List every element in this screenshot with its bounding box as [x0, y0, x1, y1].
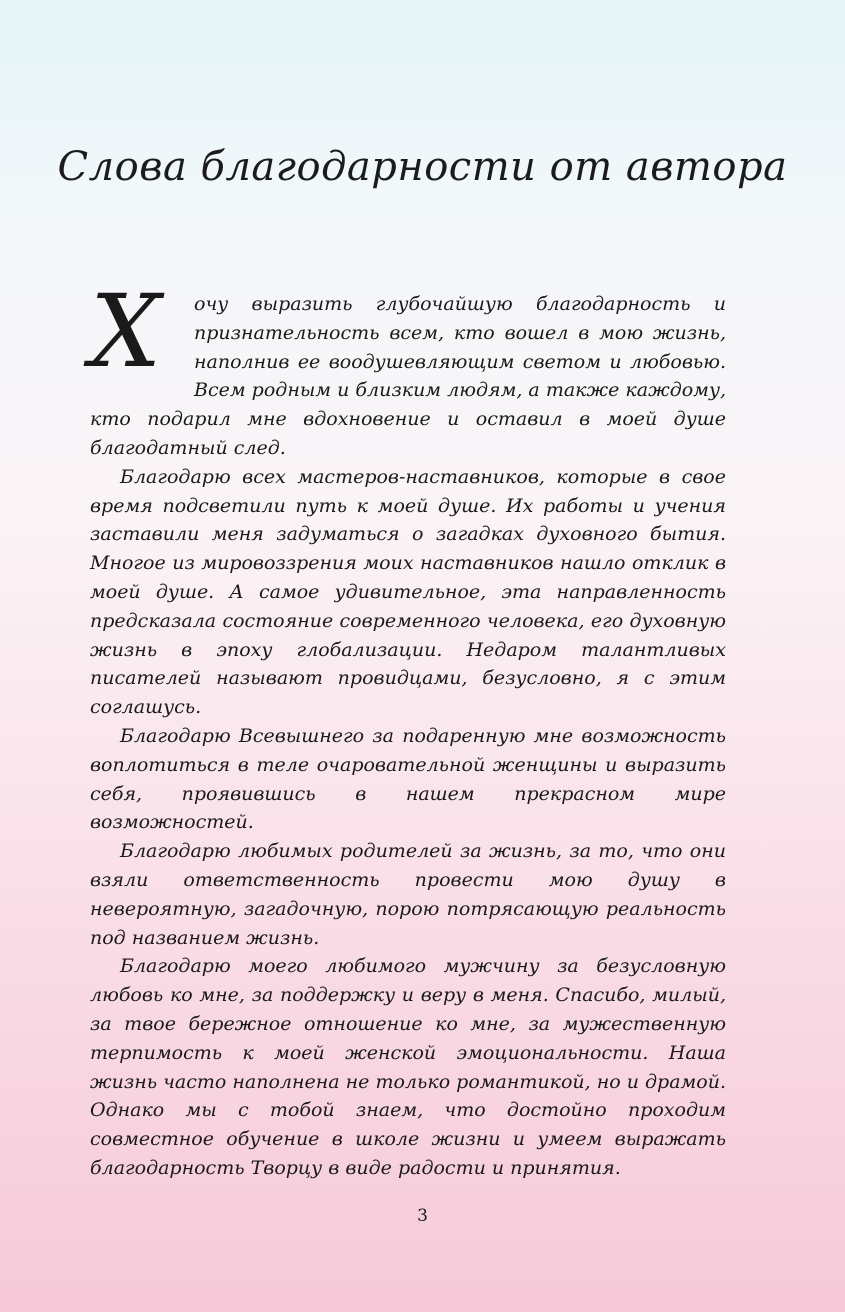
drop-cap: Х [90, 273, 162, 390]
paragraph-4: Благодарю любимых родителей за жизнь, за то, что они взяли ответственность провести мою душу в невероятную, загадочную, порою потрясающую реальность под названием жизнь. [90, 840, 726, 949]
paragraph-1-text: очу выразить глубочайшую благодарность и признательность всем, кто вошел в мою жизнь, наполнив ее воодушевляющим светом и любовью. Всем родным и близким людям, а также каждому, кто подарил мне вдохновение и оставил в моей душе благодатный след. [90, 293, 726, 459]
page-title: Слова благодарности от автора [57, 144, 788, 190]
paragraph-1 [90, 273, 726, 463]
body-text [90, 273, 726, 1183]
paragraph-2: Благодарю всех мастеров-наставников, которые в свое время подсветили путь к моей душе. Их работы и учения заставили меня задуматься о загадках духовного бытия. Многое из мировоззрения моих наставников нашло отклик в моей душе. А самое удивительное, эта направленность предсказала состояние современного человека, его духовную жизнь в эпоху глобализации. Недаром талантливых писателей называют провидцами, безусловно, я с этим соглашусь. [90, 465, 726, 719]
page-number: 3 [417, 1206, 428, 1226]
paragraph-3: Благодарю Всевышнего за подаренную мне возможность воплотиться в теле очаровательной женщины и выразить себя, проявившись в нашем прекрасном мире возможностей. [90, 724, 726, 834]
paragraph-5: Благодарю моего любимого мужчину за безусловную любовь ко мне, за поддержку и веру в меня. Спасибо, милый, за твое бережное отношение ко мне, за мужественную терпимость к моей женской эмоциональности. Наша жизнь часто наполнена не только романтикой, но и драмой. Однако мы с тобой знаем, что достойно проходим совместное обучение в школе жизни и умеем выражать благодарность Творцу в виде радости и принятия. [90, 955, 726, 1179]
